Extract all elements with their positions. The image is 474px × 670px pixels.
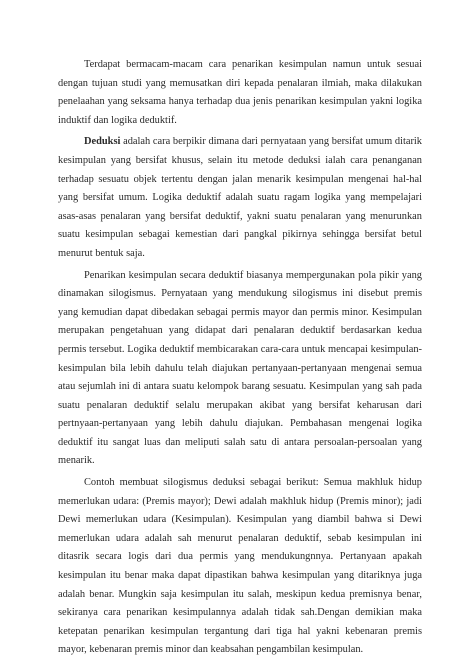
term-deduksi: Deduksi: [84, 136, 121, 148]
paragraph-contoh: [58, 474, 422, 660]
paragraph-deduksi-text: adalah cara berpikir dimana dari pernyataan yang bersifat umum ditarik kesimpulan yang bersifat khusus, selain itu metode deduksi ialah cara penanganan terhadap sesuatu objek tertentu dengan jalan menarik kesimpulan mengenai hal-hal yang bersifat umum. Logika deduktif adalah suatu ragam logika yang mempelajari asas-asas penalaran yang bersifat deduktif, yakni suatu penalaran yang menurunkan suatu kesimpulan sebagai kemestian dari pangkal pikirnya sehingga bersifat betul menurut bentuk saja.: [58, 136, 422, 259]
paragraph-intro: [58, 56, 422, 130]
paragraph-deduksi: [58, 133, 422, 263]
paragraph-contoh-text: Contoh membuat silogismus deduksi sebagai berikut: Semua makhluk hidup memerlukan udara: (Premis mayor); Dewi adalah makhluk hidup (Premis minor); jadi Dewi memerlukan udara (Kesimpulan). Kesimpulan yang diambil bahwa si Dewi memerlukan udara adalah sah menurut penalaran deduktif, sebab kesimpulan ini ditasrik secara logis dari dua permis yang mendukungnnya. Pertanyaan apakah kesimpulan itu benar maka dapat dipastikan bahwa kesimpulan yang ditariknya juga adalah benar. Mungkin saja kesimpulan itu salah, meskipun kedua premisnya benar, sekiranya cara penarikan kesimpulannya adalah tidak sah.Dengan demikian maka ketepatan penarikan kesimpulan tergantung dari tiga hal yakni kebenaran premis mayor, kebenaran premis minor dan keabsahan pengambilan kesimpulan.: [58, 477, 422, 656]
paragraph-silogismus: [58, 267, 422, 472]
paragraph-intro-text: Terdapat bermacam-macam cara penarikan kesimpulan namun untuk sesuai dengan tujuan studi yang memusatkan diri kepada penalaran ilmiah, maka dilakukan penelaahan yang seksama hanya terhadap dua jenis penarikan kesimpulan yakni logika induktif dan logika deduktif.: [58, 59, 422, 126]
paragraph-silogismus-text: Penarikan kesimpulan secara deduktif biasanya mempergunakan pola pikir yang dinamakan silogismus. Pernyataan yang mendukung silogismus ini disebut premis yang kemudian dapat dibedakan sebagai permis mayor dan permis minor. Kesimpulan merupakan pengetahuan yang didapat dari penalaran deduktif berdasarkan kedua permis tersebut. Logika deduktif membicarakan cara-cara untuk mencapai kesimpulan-kesimpulan bila lebih dahulu telah diajukan pertanyaan-pertanyaan mengenai semua atau sejumlah ini di antara suatu kelompok barang sesuatu. Kesimpulan yang sah pada suatu penalaran deduktif selalu merupakan akibat yang bersifat keharusan dari pertnyaan-pertanyaan yang lebih dahulu diajukan. Pembahasan mengenai logika deduktif itu sangat luas dan meliputi salah satu di antara persoalan-persoalan yang menarik.: [58, 269, 422, 467]
